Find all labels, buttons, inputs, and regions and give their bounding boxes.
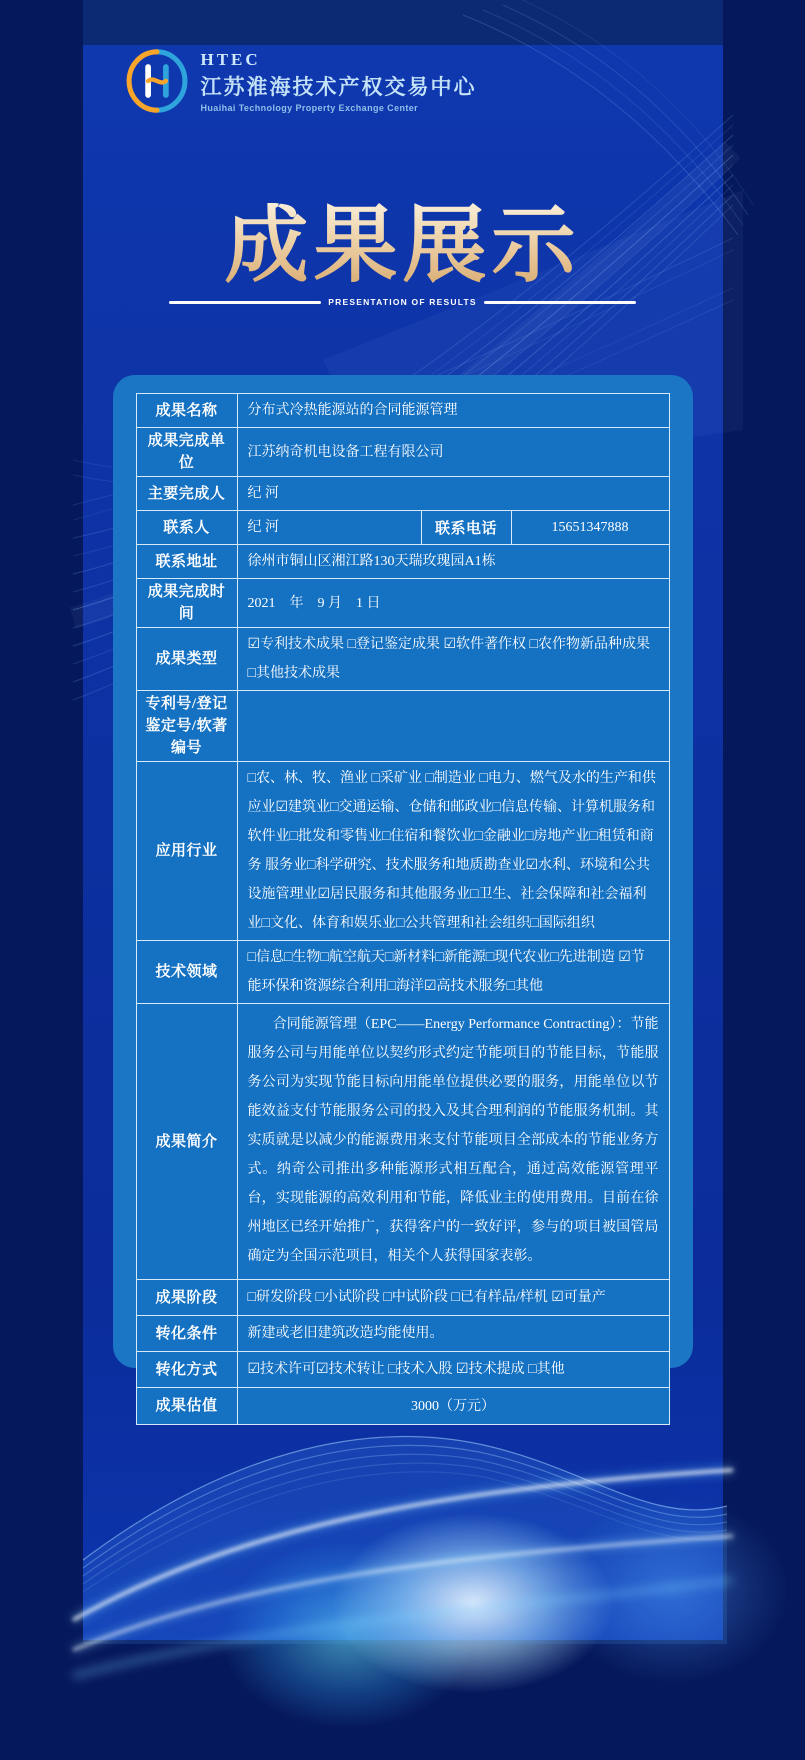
table-row-result-stage xyxy=(137,1280,669,1316)
bottom-blue-glow xyxy=(513,1460,805,1720)
result-type-checkboxes: ☑专利技术成果 □登记鉴定成果 ☑软件著作权 □农作物新品种成果 □其他技术成果 xyxy=(237,628,669,690)
field-checkboxes: □信息□生物□航空航天□新材料□新能源□现代农业□先进制造 ☑节能环保和资源综合利用□海洋☑高技术服务□其他 xyxy=(237,941,669,1003)
row-value: 分布式冷热能源站的合同能源管理 xyxy=(237,394,669,427)
table-row-application-industry xyxy=(137,762,669,941)
results-table xyxy=(136,393,670,1425)
estimated-value: 3000（万元） xyxy=(237,1388,669,1424)
brand-name-en: Huaihai Technology Property Exchange Center xyxy=(201,103,477,113)
subtitle-rule-left xyxy=(169,301,321,304)
brand-text xyxy=(201,50,477,113)
table-row-result-introduction xyxy=(137,1004,669,1280)
table-row-address xyxy=(137,545,669,579)
table-row-technical-field xyxy=(137,941,669,1004)
row-label: 成果名称 xyxy=(137,394,237,427)
table-row-result-type xyxy=(137,628,669,691)
row-label: 成果完成时间 xyxy=(137,579,237,627)
table-row-completing-unit xyxy=(137,428,669,477)
brand-acronym: HTEC xyxy=(201,50,477,70)
stage-checkboxes: □研发阶段 □小试阶段 □中试阶段 □已有样品/样机 ☑可量产 xyxy=(237,1280,669,1315)
table-row-transformation-method xyxy=(137,1352,669,1388)
row-value: 纪 河 xyxy=(237,477,669,510)
row-value: 新建或老旧建筑改造均能使用。 xyxy=(237,1316,669,1351)
row-value: 江苏纳奇机电设备工程有限公司 xyxy=(237,428,669,476)
page-title: 成果展示 xyxy=(83,203,723,291)
method-checkboxes: ☑技术许可☑技术转让 □技术入股 ☑技术提成 □其他 xyxy=(237,1352,669,1387)
row-label: 技术领域 xyxy=(137,941,237,1003)
row-value: 徐州市铜山区湘江路130天瑞玫瑰园A1栋 xyxy=(237,545,669,578)
header xyxy=(125,48,477,114)
row-label: 成果阶段 xyxy=(137,1280,237,1315)
phone-number: 15651347888 xyxy=(511,511,669,544)
table-row-result-name xyxy=(137,394,669,428)
bottom-cyan-glow xyxy=(178,1510,518,1760)
row-label: 转化条件 xyxy=(137,1316,237,1351)
row-label: 成果简介 xyxy=(137,1004,237,1279)
industry-checkboxes: □农、林、牧、渔业 □采矿业 □制造业 □电力、燃气及水的生产和供应业☑建筑业□交通运输、仓储和邮政业□信息传输、计算机服务和软件业□批发和零售业□住宿和餐饮业□金融业□房地产业□租赁和商务 服务业□科学研究、技术服务和地质勘查业☑水利、环境和公共设施管理业☑居民服务和其他服务业□卫生、社会保障和社会福利业□文化、体育和娱乐业□公共管理和社会组织□国际组织 xyxy=(237,762,669,940)
page-subtitle: PRESENTATION OF RESULTS xyxy=(328,297,477,307)
row-label: 转化方式 xyxy=(137,1352,237,1387)
table-row-contact xyxy=(137,511,669,545)
table-row-estimated-value xyxy=(137,1388,669,1424)
table-row-completion-date xyxy=(137,579,669,628)
htec-logo-icon xyxy=(125,48,189,114)
row-label: 联系地址 xyxy=(137,545,237,578)
brand-name-zh: 江苏淮海技术产权交易中心 xyxy=(201,71,477,101)
contact-name: 纪 河 xyxy=(237,511,421,544)
bottom-white-glow xyxy=(278,1478,668,1728)
row-value: 2021 年 9 月 1 日 xyxy=(237,579,669,627)
table-row-patent-number xyxy=(137,691,669,762)
subtitle-row xyxy=(83,297,723,307)
row-value xyxy=(237,691,669,761)
row-label: 成果类型 xyxy=(137,628,237,690)
table-row-main-contributor xyxy=(137,477,669,511)
introduction-text: 合同能源管理（EPC——Energy Performance Contracting）：节能服务公司与用能单位以契约形式约定节能项目的节能目标，节能服务公司为实现节能目标向用能单位提供必要的服务，用能单位以节能效益支付节能服务公司的投入及其合理利润的节能服务机制。其实质就是以减少的能源费用来支付节能项目全部成本的节能业务方式。纳奇公司推出多种能源形式相互配合，通过高效能源管理平台，实现能源的高效利用和节能，降低业主的使用费用。目前在徐州地区已经开始推广，获得客户的一致好评，参与的项目被国管局确定为全国示范项目，相关个人获得国家表彰。 xyxy=(237,1004,669,1279)
subtitle-rule-right xyxy=(484,301,636,304)
table-row-transformation-condition xyxy=(137,1316,669,1352)
row-label: 专利号/登记鉴定号/软著编号 xyxy=(137,691,237,761)
row-label: 主要完成人 xyxy=(137,477,237,510)
row-label: 应用行业 xyxy=(137,762,237,940)
phone-label: 联系电话 xyxy=(421,511,511,544)
row-label: 成果完成单位 xyxy=(137,428,237,476)
results-panel xyxy=(113,375,693,1368)
top-navy-band xyxy=(83,0,723,45)
row-label: 成果估值 xyxy=(137,1388,237,1424)
row-label: 联系人 xyxy=(137,511,237,544)
poster-page xyxy=(83,0,723,1640)
